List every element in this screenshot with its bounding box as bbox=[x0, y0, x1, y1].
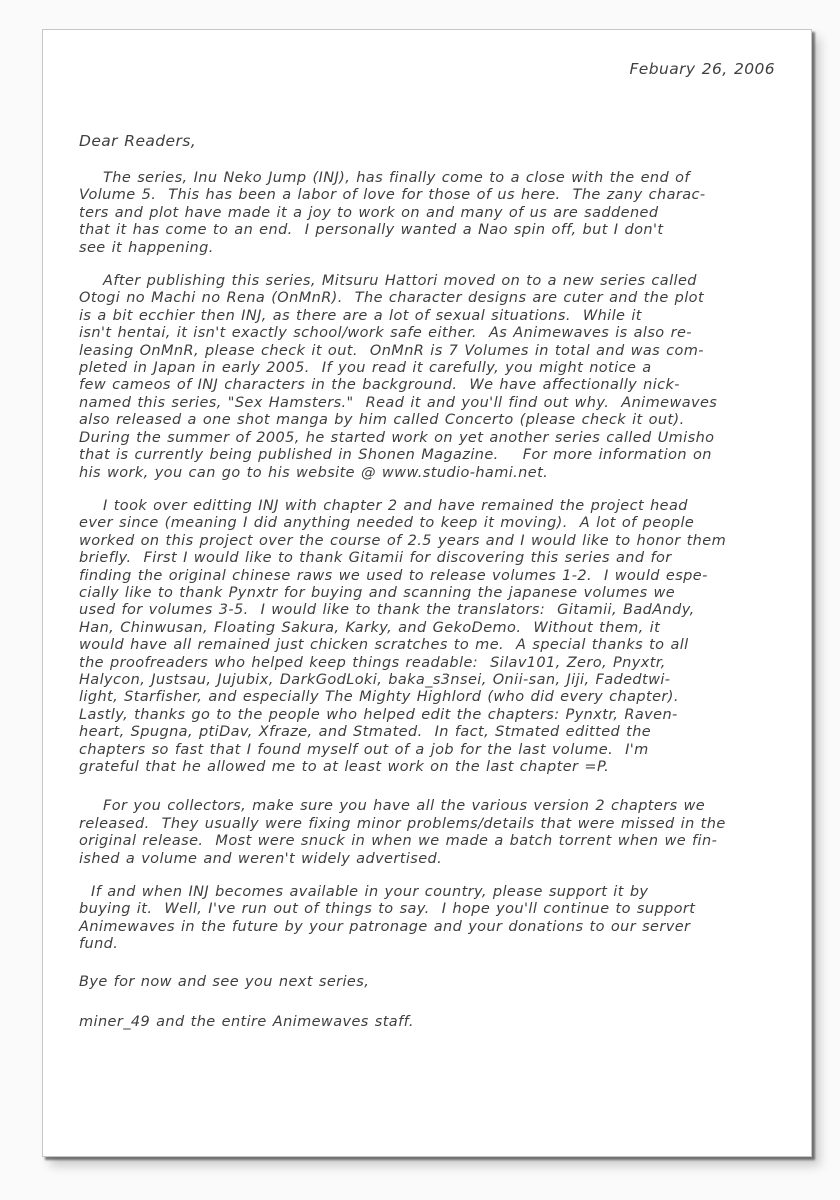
letter-line: Otogi no Machi no Rena (OnMnR). The character designs are cuter and the plot bbox=[79, 290, 705, 307]
letter-line: I took over editting INJ with chapter 2 and have remained the project head bbox=[79, 497, 688, 514]
letter-line: his work, you can go to his website @ www.studio-hami.net. bbox=[79, 464, 549, 481]
letter-line: released. They usually were fixing minor problems/details that were missed in the bbox=[79, 815, 726, 832]
letter-line: Volume 5. This has been a labor of love for those of us here. The zany charac- bbox=[79, 187, 706, 204]
letter-line: ever since (meaning I did anything needed to keep it moving). A lot of people bbox=[79, 515, 695, 532]
letter-line: leasing OnMnR, please check it out. OnMnR is 7 Volumes in total and was com- bbox=[79, 342, 704, 359]
letter-signature: miner_49 and the entire Animewaves staff. bbox=[79, 1013, 414, 1030]
letter-line: chapters so fast that I found myself out of a job for the last volume. I'm bbox=[79, 741, 649, 758]
letter-line: also released a one shot manga by him called Concerto (please check it out). bbox=[79, 412, 685, 429]
letter-line: few cameos of INJ characters in the background. We have affectionally nick- bbox=[79, 377, 680, 394]
letter-line: The series, Inu Neko Jump (INJ), has finally come to a close with the end of bbox=[79, 170, 690, 186]
letter-closing: Bye for now and see you next series, bbox=[79, 973, 370, 990]
letter-line: original release. Most were snuck in when we made a batch torrent when we fin- bbox=[79, 833, 718, 850]
letter-paragraph bbox=[79, 798, 795, 868]
letter-line: heart, Spugna, ptiDav, Xfraze, and Stmated. In fact, Stmated editted the bbox=[79, 724, 652, 741]
letter-line: buying it. Well, I've run out of things to say. I hope you'll continue to support bbox=[79, 901, 696, 918]
letter-paragraph bbox=[79, 498, 795, 777]
letter-body bbox=[79, 132, 795, 1030]
letter-line: light, Starfisher, and especially The Mighty Highlord (who did every chapter). bbox=[79, 689, 679, 706]
letter-page bbox=[42, 29, 812, 1157]
letter-line: fund. bbox=[79, 936, 119, 953]
letter-line: Animewaves in the future by your patronage and your donations to our server bbox=[79, 918, 691, 935]
letter-line: briefly. First I would like to thank Gitamii for discovering this series and for bbox=[79, 550, 672, 567]
letter-line: Lastly, thanks go to the people who helped edit the chapters: Pynxtr, Raven- bbox=[79, 706, 678, 723]
letter-line: grateful that he allowed me to at least work on the last chapter =P. bbox=[79, 759, 610, 775]
letter-line: cially like to thank Pynxtr for buying and scanning the japanese volumes we bbox=[79, 584, 676, 601]
letter-line: the proofreaders who helped keep things readable: Silav101, Zero, Pnyxtr, bbox=[79, 654, 666, 671]
letter-line: that it has come to an end. I personally wanted a Nao spin off, but I don't bbox=[79, 222, 664, 239]
letter-line: pleted in Japan in early 2005. If you read it carefully, you might notice a bbox=[79, 360, 652, 377]
letter-line: finding the original chinese raws we used to release volumes 1-2. I would espe- bbox=[79, 567, 708, 584]
letter-line: would have all remained just chicken scratches to me. A special thanks to all bbox=[79, 637, 689, 654]
letter-line: is a bit ecchier then INJ, as there are a lot of sexual situations. While it bbox=[79, 307, 642, 324]
letter-salutation: Dear Readers, bbox=[79, 132, 197, 150]
letter-line: ters and plot have made it a joy to work on and many of us are saddened bbox=[79, 204, 659, 221]
letter-paragraph bbox=[79, 170, 795, 257]
letter-line: After publishing this series, Mitsuru Hattori moved on to a new series called bbox=[79, 273, 697, 290]
letter-line: For you collectors, make sure you have all the various version 2 chapters we bbox=[79, 798, 706, 815]
letter-line: named this series, "Sex Hamsters." Read it and you'll find out why. Animewaves bbox=[79, 394, 718, 411]
letter-line: that is currently being published in Shonen Magazine. For more information on bbox=[79, 447, 712, 464]
letter-line: During the summer of 2005, he started work on yet another series called Umisho bbox=[79, 429, 715, 446]
letter-line: If and when INJ becomes available in your country, please support it by bbox=[79, 884, 649, 901]
letter-line: see it happening. bbox=[79, 239, 214, 256]
letter-line: Halycon, Justsau, Jujubix, DarkGodLoki, baka_s3nsei, Onii-san, Jiji, Fadedtwi- bbox=[79, 671, 671, 688]
letter-paragraph bbox=[79, 273, 795, 482]
letter-paragraph bbox=[79, 884, 795, 954]
letter-line: worked on this project over the course of 2.5 years and I would like to honor them bbox=[79, 532, 727, 549]
letter-line: isn't hentai, it isn't exactly school/work safe either. As Animewaves is also re- bbox=[79, 325, 692, 342]
letter-line: Han, Chinwusan, Floating Sakura, Karky, and GekoDemo. Without them, it bbox=[79, 619, 661, 636]
letter-line: used for volumes 3-5. I would like to thank the translators: Gitamii, BadAndy, bbox=[79, 602, 695, 619]
letter-line: ished a volume and weren't widely advertised. bbox=[79, 850, 443, 867]
letter-date: Febuary 26, 2006 bbox=[629, 60, 775, 78]
